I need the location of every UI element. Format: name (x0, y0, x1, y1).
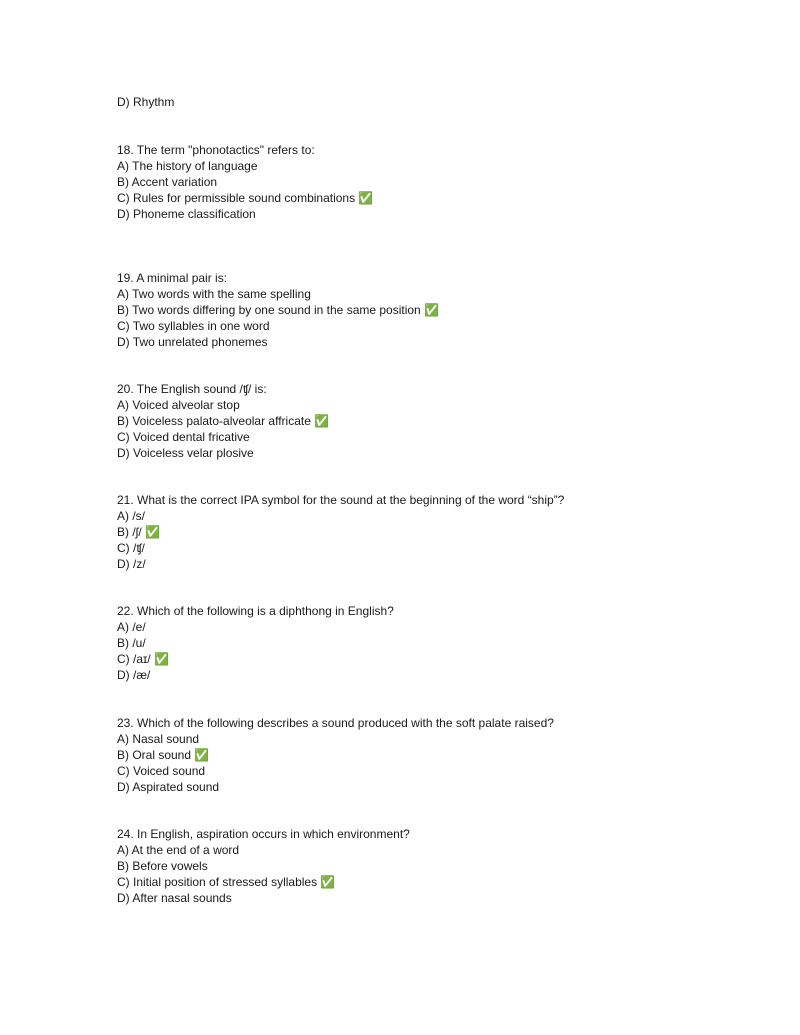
question-21-option-b: B) /ʃ/ ✅ (117, 525, 160, 539)
question-21-option-d: D) /z/ (117, 557, 146, 571)
question-22-option-a: A) /e/ (117, 620, 146, 634)
question-20-option-d: D) Voiceless velar plosive (117, 446, 254, 460)
question-20-option-b: B) Voiceless palato-alveolar affricate ✅ (117, 414, 330, 428)
question-18-option-a: A) The history of language (117, 159, 258, 173)
question-23-option-a: A) Nasal sound (117, 732, 200, 746)
question-24-option-a: A) At the end of a word (117, 843, 240, 857)
question-23-option-d: D) Aspirated sound (117, 780, 220, 794)
question-23-option-b: B) Oral sound ✅ (117, 748, 210, 762)
question-22-stem: 22. Which of the following is a diphthong in English? (117, 604, 394, 618)
question-19-option-b: B) Two words differing by one sound in the same position ✅ (117, 303, 440, 317)
question-24-option-b: B) Before vowels (117, 859, 208, 873)
question-18-option-b: B) Accent variation (117, 175, 218, 189)
question-21-option-c: C) /ʧ/ (117, 541, 145, 555)
question-18-stem: 18. The term "phonotactics" refers to: (117, 143, 315, 157)
question-21-stem: 21. What is the correct IPA symbol for the sound at the beginning of the word “ship”? (117, 493, 565, 507)
question-18-option-d: D) Phoneme classification (117, 207, 256, 221)
question-18-option-c: C) Rules for permissible sound combinations ✅ (117, 191, 374, 205)
question-24-option-c: C) Initial position of stressed syllables ✅ (117, 875, 336, 889)
question-19-option-d: D) Two unrelated phonemes (117, 335, 268, 349)
question-23-stem: 23. Which of the following describes a sound produced with the soft palate raised? (117, 716, 554, 730)
question-22-option-b: B) /u/ (117, 636, 146, 650)
question-19-option-c: C) Two syllables in one word (117, 319, 270, 333)
question-22-option-d: D) /æ/ (117, 668, 151, 682)
question-21-option-a: A) /s/ (117, 509, 146, 523)
question-22-option-c: C) /aɪ/ ✅ (117, 652, 169, 666)
question-20-option-c: C) Voiced dental fricative (117, 430, 250, 444)
question-20-option-a: A) Voiced alveolar stop (117, 398, 240, 412)
question-24-option-d: D) After nasal sounds (117, 891, 232, 905)
question-19-stem: 19. A minimal pair is: (117, 271, 228, 285)
question-24-stem: 24. In English, aspiration occurs in which environment? (117, 827, 410, 841)
question-23-option-c: C) Voiced sound (117, 764, 206, 778)
lead-option: D) Rhythm (117, 95, 175, 109)
question-19-option-a: A) Two words with the same spelling (117, 287, 311, 301)
question-20-stem: 20. The English sound /ʧ/ is: (117, 382, 267, 396)
